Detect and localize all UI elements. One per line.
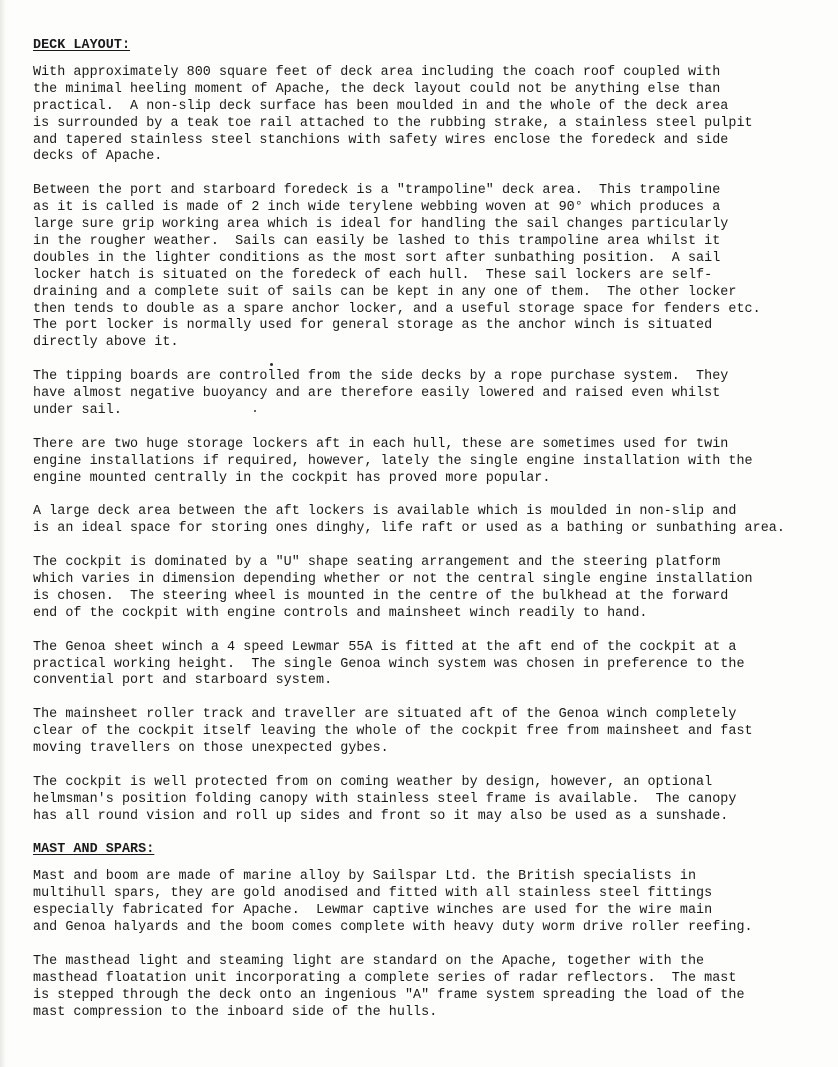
text-line: has all round vision and roll up sides and front so it may also be used as a sunshade. (33, 808, 729, 824)
ink-speck (270, 363, 273, 366)
paragraph (33, 869, 828, 937)
section-heading: MAST AND SPARS: (33, 842, 155, 858)
paragraph (33, 437, 828, 488)
text-line: masthead floatation unit incorporating a complete series of radar reflectors. The mast (33, 970, 737, 986)
text-line: is chosen. The steering wheel is mounted in the centre of the bulkhead at the forward (33, 588, 729, 604)
text-line: end of the cockpit with engine controls and mainsheet winch readily to hand. (33, 605, 648, 621)
paragraph (33, 183, 828, 352)
text-line: then tends to double as a spare anchor locker, and a useful storage space for fenders etc. (33, 301, 761, 317)
text-line: directly above it. (33, 335, 179, 351)
paragraph (33, 65, 828, 166)
paragraph (33, 369, 828, 420)
text-line: engine installations if required, however, lately the single engine installation with the (33, 453, 753, 469)
text-line: The cockpit is well protected from on coming weather by design, however, an optional (33, 774, 713, 790)
ink-speck (254, 410, 256, 412)
text-line: The port locker is normally used for general storage as the anchor winch is situated (33, 318, 713, 334)
text-line: draining and a complete suit of sails can be kept in any one of them. The other locker (33, 284, 737, 300)
text-line: A large deck area between the aft lockers is available which is moulded in non-slip and (33, 504, 737, 520)
text-line: and Genoa halyards and the boom comes complete with heavy duty worm drive roller reefing. (33, 920, 753, 936)
text-line: the minimal heeling moment of Apache, the deck layout could not be anything else than (33, 81, 721, 97)
text-line: There are two huge storage lockers aft in each hull, these are sometimes used for twin (33, 436, 729, 452)
text-line: and tapered stainless steel stanchions with safety wires enclose the foredeck and side (33, 132, 729, 148)
paragraph (33, 954, 828, 1022)
text-line: The cockpit is dominated by a "U" shape seating arrangement and the steering platform (33, 555, 721, 571)
text-line: helmsman's position folding canopy with stainless steel frame is available. The canopy (33, 791, 737, 807)
text-line: doubles in the lighter conditions as the most sort after sunbathing position. A sail (33, 250, 721, 266)
text-line: The Genoa sheet winch a 4 speed Lewmar 55A is fitted at the aft end of the cockpit at a (33, 639, 737, 655)
text-line: practical working height. The single Genoa winch system was chosen in preference to the (33, 656, 745, 672)
text-line: Between the port and starboard foredeck is a "trampoline" deck area. This trampoline (33, 183, 721, 199)
paragraph (33, 640, 828, 691)
text-line: Mast and boom are made of marine alloy by Sailspar Ltd. the British specialists in (33, 869, 697, 885)
text-line: moving travellers on those unexpected gybes. (33, 741, 389, 757)
text-line: engine mounted centrally in the cockpit has proved more popular. (33, 470, 551, 486)
paragraph (33, 707, 828, 758)
paragraph (33, 775, 828, 826)
text-line: locker hatch is situated on the foredeck of each hull. These sail lockers are self- (33, 267, 713, 283)
text-line: The tipping boards are controlled from the side decks by a rope purchase system. They (33, 369, 729, 385)
text-line: is an ideal space for storing ones dinghy, life raft or used as a bathing or sunbathing area. (33, 521, 785, 537)
page-edge-shadow (0, 0, 6, 1067)
text-line: under sail. (33, 403, 122, 418)
text-line: clear of the cockpit itself leaving the whole of the cockpit free from mainsheet and fast (33, 724, 753, 740)
text-line: in the rougher weather. Sails can easily be lashed to this trampoline area whilst it (33, 233, 721, 249)
text-line: multihull spars, they are gold anodised and fitted with all stainless steel fittings (33, 886, 713, 902)
text-line: The masthead light and steaming light are standard on the Apache, together with the (33, 953, 705, 969)
text-line: as it is called is made of 2 inch wide terylene webbing woven at 90° which produces a (33, 200, 721, 216)
text-line: have almost negative buoyancy and are therefore easily lowered and raised even whilst (33, 386, 721, 402)
text-line: is stepped through the deck onto an ingenious "A" frame system spreading the load of the (33, 987, 745, 1003)
text-line: decks of Apache. (33, 149, 163, 165)
text-line: is surrounded by a teak toe rail attached to the rubbing strake, a stainless steel pulpit (33, 115, 753, 131)
text-line: The mainsheet roller track and traveller are situated aft of the Genoa winch completely (33, 707, 737, 723)
document-body (33, 38, 828, 1038)
text-line: convential port and starboard system. (33, 673, 333, 689)
section-heading: DECK LAYOUT: (33, 38, 131, 53)
text-line: practical. A non-slip deck surface has been moulded in and the whole of the deck area (33, 98, 729, 114)
text-line: With approximately 800 square feet of deck area including the coach roof coupled with (33, 64, 721, 80)
text-line: large sure grip working area which is ideal for handling the sail changes particularly (33, 217, 729, 233)
text-line: mast compression to the inboard side of the hulls. (33, 1004, 438, 1020)
paragraph (33, 504, 828, 538)
text-line: especially fabricated for Apache. Lewmar captive winches are used for the wire main (33, 903, 713, 919)
text-line: which varies in dimension depending whether or not the central single engine installation (33, 572, 753, 588)
paragraph (33, 555, 828, 623)
